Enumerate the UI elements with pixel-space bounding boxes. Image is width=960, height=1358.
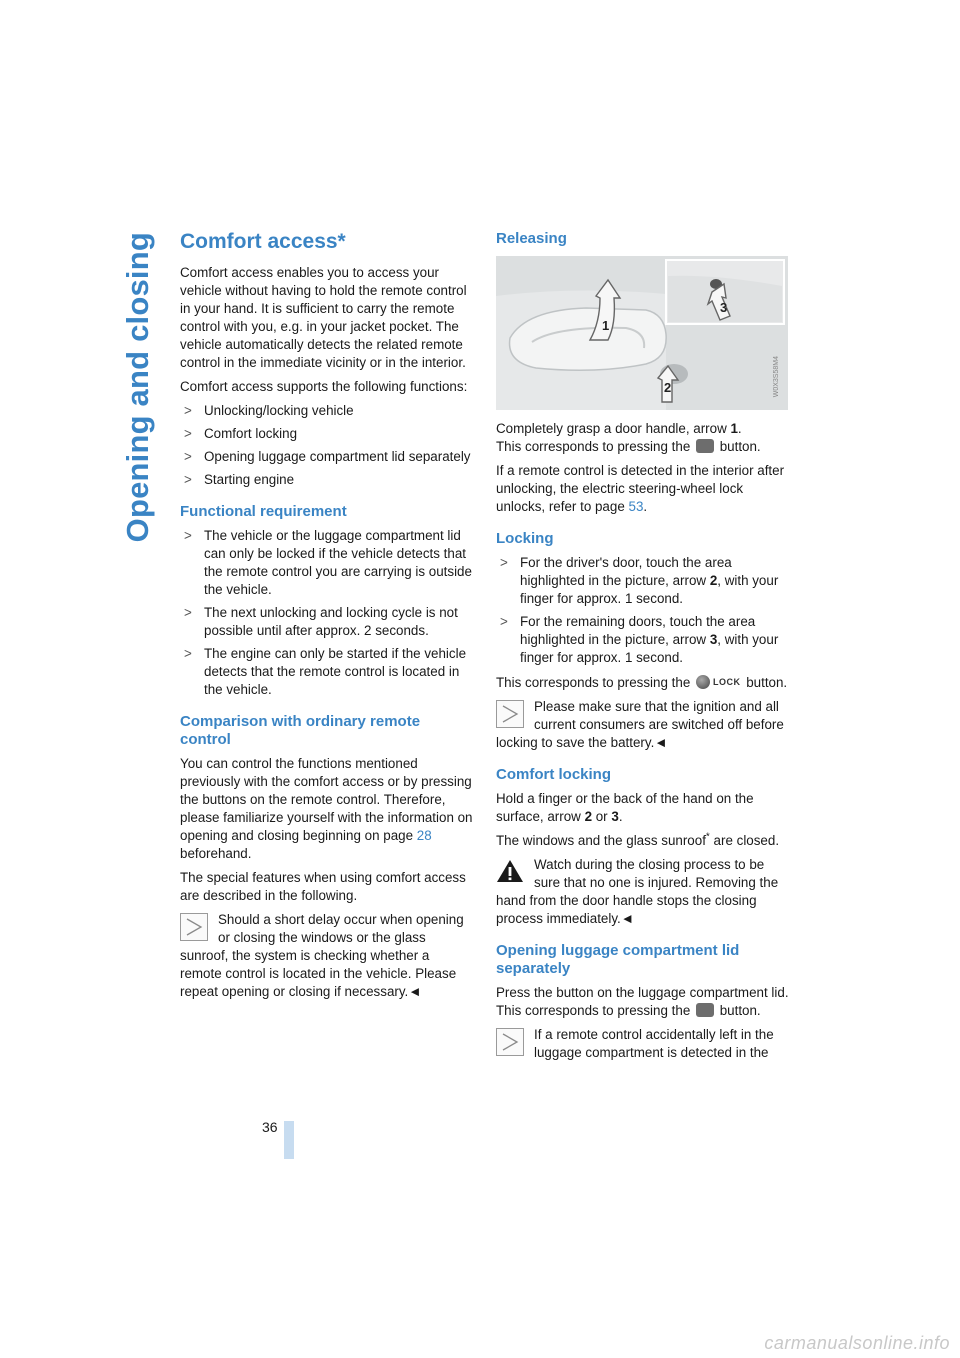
trunk-button-icon — [696, 1003, 714, 1017]
note-text: Please make sure that the ignition and all current consumers are switched off before locking to save the battery. — [496, 699, 784, 750]
arrow-label-3: 3 — [720, 300, 728, 315]
intro-paragraph: Comfort access enables you to access your vehicle without having to hold the remote control in your hand. It is sufficient to carry the remote control with you, e.g. in your jacket pocket. The vehicle automatically detects the related remote control in the immediate vicinity or in the interior. — [180, 265, 467, 370]
luggage-paragraph: Press the button on the luggage compartment lid. This corresponds to pressing the button. — [496, 985, 789, 1018]
list-item: > Unlocking/locking vehicle — [180, 402, 474, 420]
comfort-locking-heading: Comfort locking — [496, 766, 611, 783]
note-block — [496, 1026, 790, 1062]
note-text: Should a short delay occur when opening or closing the windows or the glass sunroof, the system is checking whether a remote control is located in the vehicle. Please repeat opening or closing if necessary. — [180, 912, 464, 999]
list-item: > Comfort locking — [180, 425, 474, 443]
door-handle-figure — [496, 256, 788, 410]
door-handle-illustration — [496, 256, 788, 410]
list-item: > The next unlocking and locking cycle is not possible until after approx. 2 seconds. — [180, 604, 474, 640]
section-title: Comfort access* — [180, 230, 346, 253]
special-features-paragraph: The special features when using comfort access are described in the following. — [180, 870, 466, 903]
note-arrow-icon — [180, 913, 208, 941]
end-mark: ◄ — [620, 911, 635, 926]
unlock-button-icon — [696, 439, 714, 453]
luggage-heading: Opening luggage compartment lid separately — [496, 942, 740, 977]
end-mark: ◄ — [654, 735, 668, 750]
arrow-label-1: 1 — [602, 318, 610, 333]
functions-list — [180, 402, 474, 489]
figure-code: W0X3S58M4 — [773, 356, 780, 398]
warning-text: Watch during the closing process to be sure that no one is injured. Removing the hand from the door handle stops the closing process immediately. — [496, 857, 779, 926]
page-link-28[interactable]: 28 — [416, 828, 432, 843]
watermark: carmanualsonline.info — [764, 1333, 950, 1353]
warning-triangle-icon — [496, 858, 524, 884]
lock-correspondence: This corresponds to pressing the LOCK button. — [496, 675, 788, 690]
lock-button-icon: LOCK — [696, 673, 741, 691]
windows-paragraph: The windows and the glass sunroof* are closed. — [496, 831, 780, 848]
releasing-heading: Releasing — [496, 230, 567, 247]
requirement-heading: Functional requirement — [180, 503, 347, 520]
functions-intro: Comfort access supports the following functions: — [180, 379, 468, 394]
chapter-side-tab — [118, 232, 158, 732]
warning-block — [496, 856, 790, 928]
list-item: > The vehicle or the luggage compartment lid can only be locked if the vehicle detects that the remote control you are carrying is outside the vehicle. — [180, 527, 474, 599]
list-item: > For the driver's door, touch the area highlighted in the picture, arrow 2, with your finger for approx. 1 second. — [496, 554, 790, 608]
locking-list — [496, 554, 790, 667]
comparison-heading: Comparison with ordinary remote control — [180, 713, 421, 748]
interior-paragraph: If a remote control is detected in the interior after unlocking, the electric steering-wheel lock unlocks, refer to page 53. — [496, 463, 785, 514]
requirements-list — [180, 527, 474, 699]
release-paragraph: Completely grasp a door handle, arrow 1. This corresponds to pressing the button. — [496, 421, 761, 454]
note-arrow-icon — [496, 1028, 524, 1056]
end-mark: ◄ — [408, 984, 422, 999]
locking-heading: Locking — [496, 530, 554, 547]
note-block — [180, 911, 474, 1001]
page-number: 36 — [262, 1119, 278, 1135]
arrow-label-2: 2 — [664, 380, 672, 395]
left-column — [180, 228, 474, 1007]
note-block — [496, 698, 790, 752]
list-item: > Starting engine — [180, 471, 474, 489]
list-item: > The engine can only be started if the vehicle detects that the remote control is located in the vehicle. — [180, 645, 474, 699]
chapter-title: Opening and closing — [120, 232, 155, 543]
comfort-locking-paragraph: Hold a finger or the back of the hand on the surface, arrow 2 or 3. — [496, 791, 754, 824]
note-arrow-icon — [496, 700, 524, 728]
note-text: If a remote control accidentally left in the luggage compartment is detected in the — [534, 1027, 774, 1060]
comparison-paragraph: You can control the functions mentioned previously with the comfort access or by pressing the buttons on the remote control. Therefore, please familiarize yourself with the information on opening and closing beginning on page 28 beforehand. — [180, 756, 473, 861]
right-column — [496, 228, 790, 1068]
page-link-53[interactable]: 53 — [628, 499, 644, 514]
list-item: > For the remaining doors, touch the area highlighted in the picture, arrow 3, with your finger for approx. 1 second. — [496, 613, 790, 667]
page-number-bar — [284, 1121, 294, 1159]
list-item: > Opening luggage compartment lid separately — [180, 448, 474, 466]
